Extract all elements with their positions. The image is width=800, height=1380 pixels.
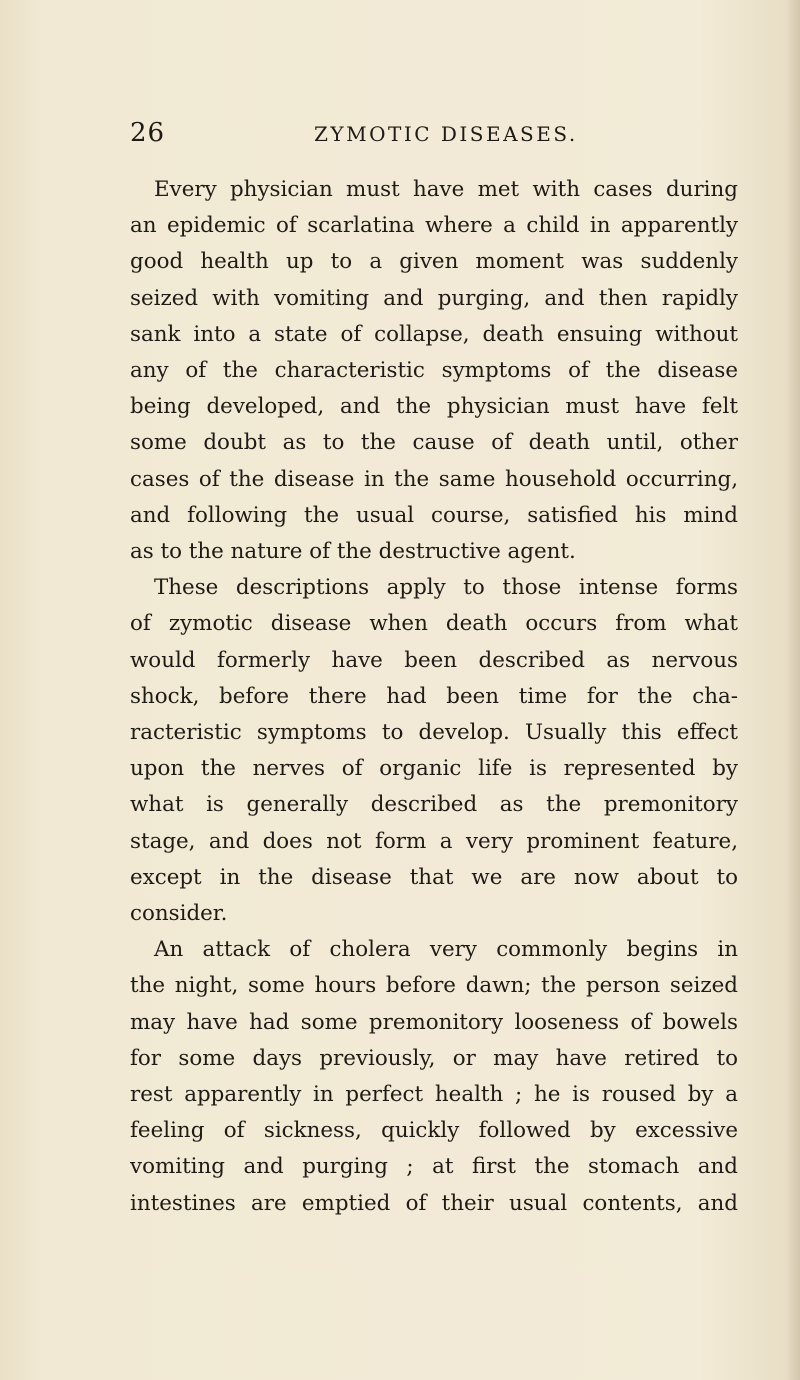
body-text	[130, 172, 738, 1222]
paragraph-1	[130, 172, 738, 570]
text-line: stage, and does not form a very prominent feature,	[130, 828, 738, 854]
page-header	[130, 118, 690, 154]
running-head: ZYMOTIC DISEASES.	[314, 122, 578, 146]
text-line: an epidemic of scarlatina where a child in apparently	[130, 213, 738, 239]
text-line: racteristic symptoms to develop. Usually this effect	[130, 720, 738, 746]
text-line: cases of the disease in the same household occurring,	[130, 466, 738, 492]
text-line: sank into a state of collapse, death ensuing without	[130, 321, 738, 347]
text-line: and following the usual course, satisfied his mind	[130, 502, 738, 528]
text-line: as to the nature of the destructive agent.	[130, 539, 576, 565]
page-number: 26	[130, 118, 166, 148]
text-line: good health up to a given moment was suddenly	[130, 249, 738, 275]
page-edge-shadow	[786, 0, 800, 1380]
text-line: some doubt as to the cause of death until, other	[130, 430, 738, 456]
text-line: any of the characteristic symptoms of the disease	[130, 358, 738, 384]
text-line: what is generally described as the premonitory	[130, 792, 738, 818]
text-line: the night, some hours before dawn; the person seized	[130, 973, 738, 999]
text-line: shock, before there had been time for the cha-	[130, 683, 738, 709]
text-line: would formerly have been described as nervous	[130, 647, 738, 673]
text-line: rest apparently in perfect health ; he is roused by a	[130, 1082, 738, 1108]
paragraph-3	[130, 932, 738, 1222]
text-line: being developed, and the physician must have felt	[130, 394, 738, 420]
text-line: except in the disease that we are now about to	[130, 864, 738, 890]
text-line: seized with vomiting and purging, and then rapidly	[130, 285, 738, 311]
text-line: feeling of sickness, quickly followed by excessive	[130, 1118, 738, 1144]
text-line: Every physician must have met with cases during	[154, 177, 738, 202]
paragraph-2	[130, 570, 738, 932]
text-line: vomiting and purging ; at first the stomach and	[130, 1154, 738, 1180]
text-line: These descriptions apply to those intense forms	[154, 575, 738, 601]
text-line: consider.	[130, 901, 228, 927]
text-line: intestines are emptied of their usual contents, and	[130, 1190, 738, 1216]
text-line: may have had some premonitory looseness of bowels	[130, 1009, 738, 1035]
text-line: upon the nerves of organic life is represented by	[130, 756, 738, 782]
text-line: for some days previously, or may have retired to	[130, 1045, 738, 1071]
text-line: An attack of cholera very commonly begins in	[154, 937, 738, 963]
text-line: of zymotic disease when death occurs from what	[130, 611, 738, 637]
